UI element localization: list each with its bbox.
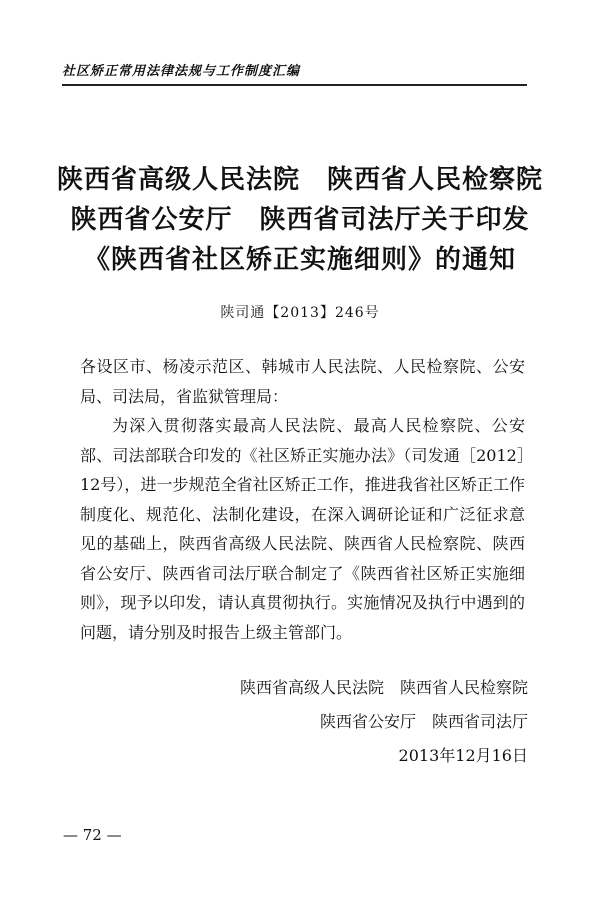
running-header: 社区矫正常用法律法规与工作制度汇编 — [62, 64, 301, 79]
signature-date: 2013年12月16日 — [398, 746, 528, 765]
signature-line-2: 陕西省公安厅 陕西省司法厅 — [319, 712, 528, 731]
title-line-1: 陕西省高级人民法院 陕西省人民检察院 — [56, 165, 543, 195]
signature-line-1: 陕西省高级人民法院 陕西省人民检察院 — [239, 678, 528, 697]
signature-block — [240, 671, 528, 773]
document-number: 陕司通【2013】246号 — [220, 305, 380, 321]
body-paragraph: 为深入贯彻落实最高人民法院、最高人民检察院、公安部、司法部联合印发的《社区矫正实施办法》（司发通［2012］12号），进一步规范全省社区矫正工作，推进我省社区矫正工作制度化、规范化、法制化建设，在深入调研论证和广泛征求意见的基础上，陕西省高级人民法院、陕西省人民检察院、陕西省公安厅、陕西省司法厅联合制定了《陕西省社区矫正实施细则》，现予以印发，请认真贯彻执行。实施情况及执行中遇到的问题，请分别及时报告上级主管部门。 — [80, 416, 525, 642]
document-body — [80, 352, 525, 647]
page-number: — 72 — — [63, 826, 122, 844]
addressee: 各设区市、杨凌示范区、韩城市人民法院、人民检察院、公安局、司法局，省监狱管理局： — [80, 357, 525, 406]
header-rule — [62, 84, 527, 86]
title-line-3: 《陕西省社区矫正实施细则》的通知 — [83, 245, 516, 275]
title-line-2: 陕西省公安厅 陕西省司法厅关于印发 — [70, 205, 530, 235]
document-title — [50, 160, 550, 280]
